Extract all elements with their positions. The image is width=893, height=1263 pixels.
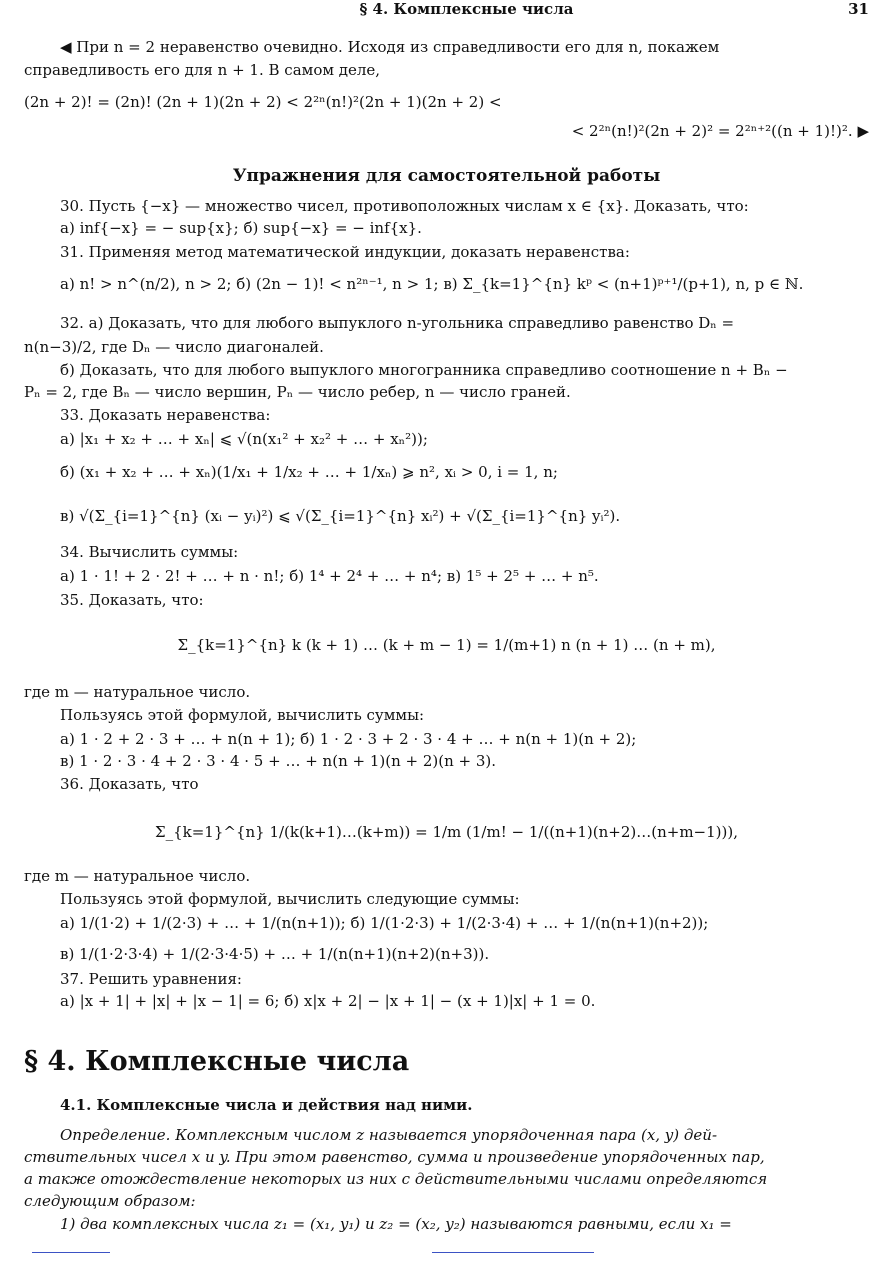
text-line: ◀ При n = 2 неравенство очевидно. Исходя из справедливости его для n, покажем <box>60 38 720 56</box>
exercise-35-formula: Σ_{k=1}^{n} k (k + 1) … (k + m − 1) = 1/(m+1) n (n + 1) … (n + m), <box>177 636 716 654</box>
exercise-34: 34. Вычислить суммы: <box>60 543 239 561</box>
exercise-36: 36. Доказать, что <box>60 775 199 793</box>
exercise-31-parts: а) n! > n^(n/2), n > 2; б) (2n − 1)! < n²ⁿ⁻¹, n > 1; в) Σ_{k=1}^{n} kᵖ < (n+1)ᵖ⁺¹/(p+1), n, p ∈ ℕ. <box>60 275 804 293</box>
exercise-33-b: б) (x₁ + x₂ + … + xₙ)(1/x₁ + 1/x₂ + … + 1/xₙ) ⩾ n², xᵢ > 0, i = 1, n; <box>60 463 558 481</box>
footer-rule <box>432 1252 594 1253</box>
exercise-33-c: в) √(Σ_{i=1}^{n} (xᵢ − yᵢ)²) ⩽ √(Σ_{i=1}^{n} xᵢ²) + √(Σ_{i=1}^{n} yᵢ²). <box>60 507 621 525</box>
exercise-35: 35. Доказать, что: <box>60 591 204 609</box>
footer-rules <box>24 1252 869 1254</box>
exercise-34-parts: а) 1 · 1! + 2 · 2! + … + n · n!; б) 1⁴ + 2⁴ + … + n⁴; в) 1⁵ + 2⁵ + … + n⁵. <box>60 567 599 585</box>
document-page <box>24 0 869 1263</box>
exercise-30: 30. Пусть {−x} — множество чисел, противоположных числам x ∈ {x}. Доказать, что: <box>60 197 749 215</box>
text-line: Пользуясь этой формулой, вычислить следующие суммы: <box>60 890 520 908</box>
exercise-30-parts: а) inf{−x} = − sup{x}; б) sup{−x} = − inf{x}. <box>60 219 422 237</box>
exercise-33: 33. Доказать неравенства: <box>60 406 271 424</box>
page-header <box>24 0 869 22</box>
exercise-32-cont: n(n−3)/2, где Dₙ — число диагоналей. <box>24 338 324 356</box>
definition-line: а также отождествление некоторых из них с действительными числами определяются <box>24 1170 768 1188</box>
exercise-36-a-b: а) 1/(1·2) + 1/(2·3) + … + 1/(n(n+1)); б) 1/(1·2·3) + 1/(2·3·4) + … + 1/(n(n+1)(n+2)); <box>60 914 709 932</box>
exercises-heading: Упражнения для самостоятельной работы <box>232 166 661 186</box>
text-line: где m — натуральное число. <box>24 683 251 701</box>
exercise-37-parts: а) |x + 1| + |x| + |x − 1| = 6; б) x|x + 2| − |x + 1| − (x + 1)|x| + 1 = 0. <box>60 992 596 1010</box>
definition-line: Определение. Комплексным числом z называется упорядоченная пара (x, y) дей- <box>60 1126 718 1144</box>
definition-line: следующим образом: <box>24 1192 196 1210</box>
formula-line: < 2²ⁿ(n!)²(2n + 2)² = 2²ⁿ⁺²((n + 1)!)². ▶ <box>571 122 869 140</box>
footer-rule <box>32 1252 110 1253</box>
exercise-31: 31. Применяя метод математической индукции, доказать неравенства: <box>60 243 630 261</box>
running-title: § 4. Комплексные числа <box>359 0 574 18</box>
exercise-32-b: б) Доказать, что для любого выпуклого многогранника справедливо соотношение n + Bₙ − <box>60 361 788 379</box>
exercise-32-b-cont: Pₙ = 2, где Bₙ — число вершин, Pₙ — число ребер, n — число граней. <box>24 383 571 401</box>
page-number: 31 <box>848 0 869 18</box>
exercise-33-a: а) |x₁ + x₂ + … + xₙ| ⩽ √(n(x₁² + x₂² + … + xₙ²)); <box>60 430 428 448</box>
exercise-35-c: в) 1 · 2 · 3 · 4 + 2 · 3 · 4 · 5 + … + n(n + 1)(n + 2)(n + 3). <box>60 752 497 770</box>
text-line: где m — натуральное число. <box>24 867 251 885</box>
definition-line: 1) два комплексных числа z₁ = (x₁, y₁) и z₂ = (x₂, y₂) называются равными, если x₁ = <box>60 1215 732 1233</box>
formula-line: (2n + 2)! = (2n)! (2n + 1)(2n + 2) < 2²ⁿ(n!)²(2n + 1)(2n + 2) < <box>24 93 502 111</box>
exercise-35-a-b: а) 1 · 2 + 2 · 3 + … + n(n + 1); б) 1 · 2 · 3 + 2 · 3 · 4 + … + n(n + 1)(n + 2); <box>60 730 637 748</box>
text-line: Пользуясь этой формулой, вычислить суммы: <box>60 706 425 724</box>
exercise-36-c: в) 1/(1·2·3·4) + 1/(2·3·4·5) + … + 1/(n(n+1)(n+2)(n+3)). <box>60 945 490 963</box>
subsection-title: 4.1. Комплексные числа и действия над ними. <box>60 1096 473 1114</box>
exercise-36-formula: Σ_{k=1}^{n} 1/(k(k+1)…(k+m)) = 1/m (1/m! − 1/((n+1)(n+2)…(n+m−1))), <box>154 823 738 841</box>
exercise-37: 37. Решить уравнения: <box>60 970 242 988</box>
exercise-32: 32. а) Доказать, что для любого выпуклого n-угольника справедливо равенство Dₙ = <box>60 314 735 332</box>
definition-line: ствительных чисел x и y. При этом равенство, сумма и произведение упорядоченных пар, <box>24 1148 765 1166</box>
text-line: справедливость его для n + 1. В самом деле, <box>24 61 381 79</box>
section-title: § 4. Комплексные числа <box>24 1046 410 1077</box>
